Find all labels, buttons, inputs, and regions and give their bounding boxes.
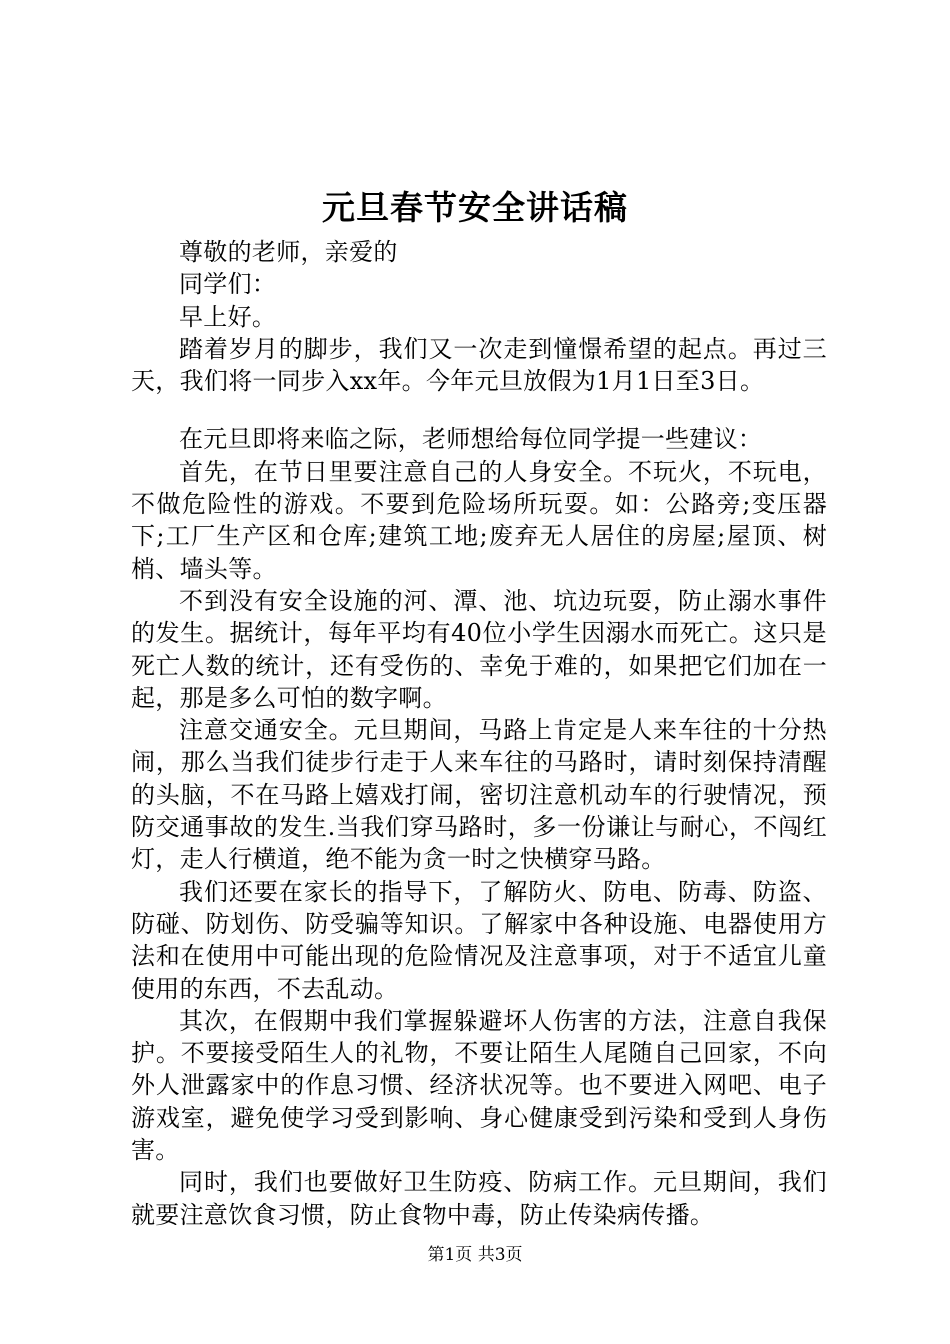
paragraph-suggestions: 在元旦即将来临之际，老师想给每位同学提一些建议：	[179, 425, 763, 454]
paragraph-greeting-3: 早上好。	[179, 302, 277, 331]
paragraph-traffic-safety: 注意交通安全。元旦期间，马路上肯定是人来车往的十分热闹，那么当我们徒步行走于人来车往的马路时，请时刻保持清醒的头脑，不在马路上嬉戏打闹，密切注意机动车的行驶情况，预防交通事故的发生.当我们穿马路时，多一份谦让与耐心，不闯红灯，走人行横道，绝不能为贪一时之快横穿马路。	[131, 716, 827, 874]
paragraph-health: 同时，我们也要做好卫生防疫、防病工作。元旦期间，我们就要注意饮食习惯，防止食物中毒，防止传染病传播。	[131, 1168, 827, 1229]
paragraph-self-protection: 其次，在假期中我们掌握躲避坏人伤害的方法，注意自我保护。不要接受陌生人的礼物，不要让陌生人尾随自己回家，不向外人泄露家中的作息习惯、经济状况等。也不要进入网吧、电子游戏室，避免使学习受到影响、身心健康受到污染和受到人身伤害。	[131, 1006, 827, 1165]
paragraph-water-safety: 不到没有安全设施的河、潭、池、坑边玩耍，防止溺水事件的发生。据统计，每年平均有40位小学生因溺水而死亡。这只是死亡人数的统计，还有受伤的、幸免于难的，如果把它们加在一起，那是多么可怕的数字啊。	[131, 586, 827, 712]
document-body	[131, 236, 827, 1231]
paragraph-greeting-2: 同学们：	[179, 270, 277, 299]
document-title: 元旦春节安全讲话稿	[322, 188, 628, 227]
paragraph-home-safety: 我们还要在家长的指导下，了解防火、防电、防毒、防盗、防碰、防划伤、防受骗等知识。了解家中各种设施、电器使用方法和在使用中可能出现的危险情况及注意事项，对于不适宜儿童使用的东西，不去乱动。	[131, 877, 827, 1003]
paragraph-personal-safety: 首先，在节日里要注意自己的人身安全。不玩火，不玩电，不做危险性的游戏。不要到危险场所玩耍。如：公路旁;变压器下;工厂生产区和仓库;建筑工地;废弃无人居住的房屋;屋顶、树梢、墙头等。	[131, 457, 827, 583]
paragraph-intro: 踏着岁月的脚步，我们又一次走到憧憬希望的起点。再过三天，我们将一同步入xx年。今年元旦放假为1月1日至3日。	[131, 334, 827, 396]
paragraph-greeting-1: 尊敬的老师，亲爱的	[179, 238, 398, 266]
page-number: 第1页 共3页	[427, 1245, 523, 1265]
